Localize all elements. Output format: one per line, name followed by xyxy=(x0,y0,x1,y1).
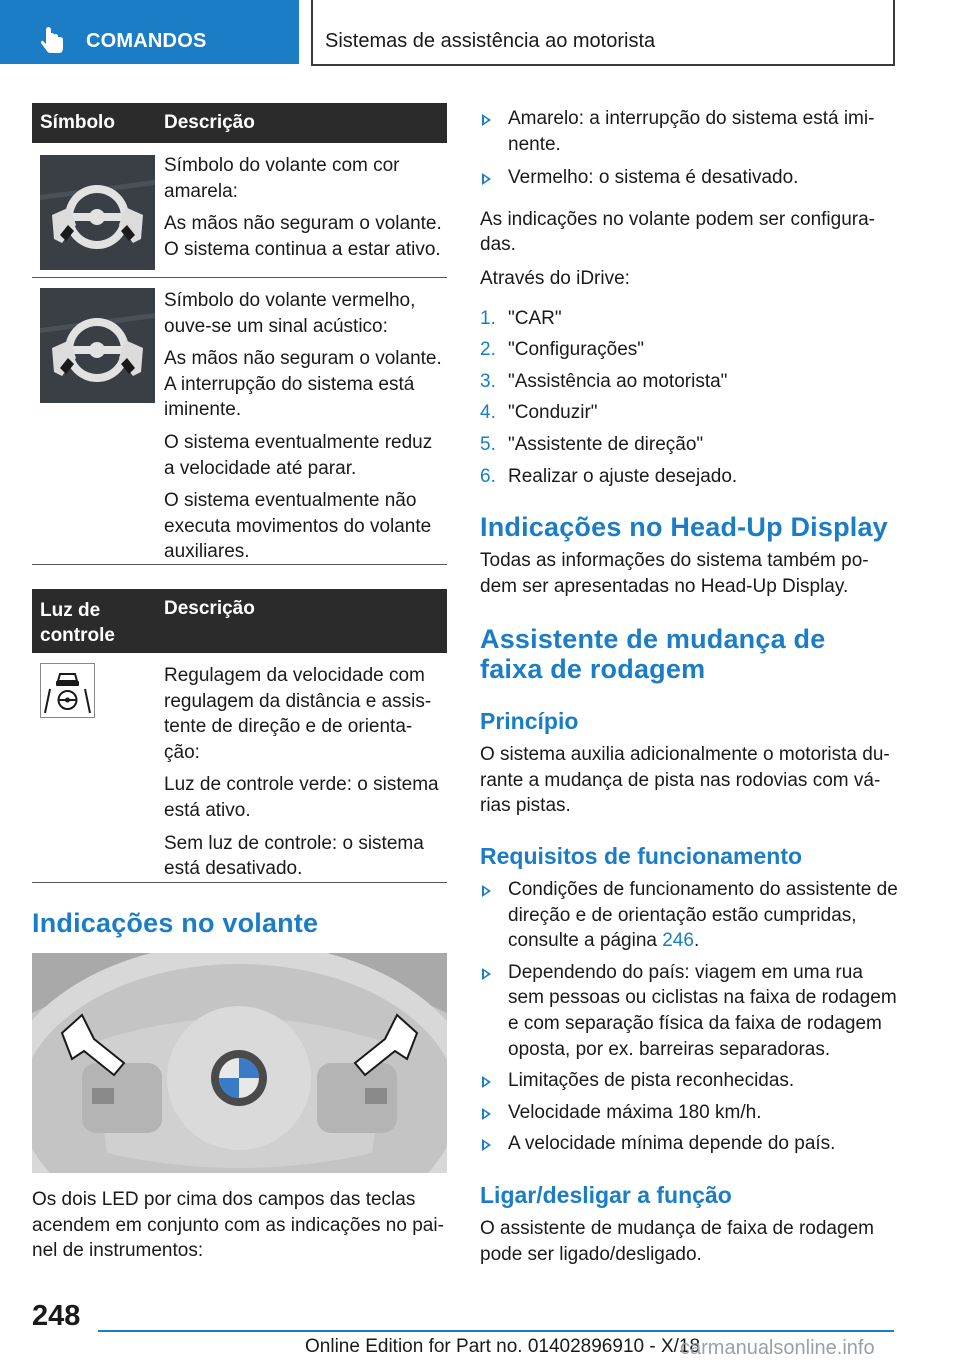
description-para: Regulagem da velocidade com regulagem da distância e assis-tente de direção e de orienta-ção: xyxy=(164,665,432,763)
list-text: . xyxy=(693,930,700,952)
list-item xyxy=(480,306,895,332)
row-description xyxy=(164,153,447,269)
col-header-description: Descrição xyxy=(164,598,255,619)
hud-paragraph: Todas as informações do sistema também po-dem ser apresentadas no Head-Up Display. xyxy=(480,550,869,597)
description-para: As mãos não seguram o volante. A interrupção do sistema está iminente. xyxy=(164,348,442,421)
row-description xyxy=(164,663,447,889)
section-tab[interactable] xyxy=(0,0,299,64)
edition-note: Online Edition for Part no. 01402896910 - X/18 xyxy=(305,1336,701,1357)
driving-assistant-indicator-icon xyxy=(40,663,95,718)
heading-hud: Indicações no Head-Up Display xyxy=(480,512,888,542)
description-para: Luz de controle verde: o sistema está ativo. xyxy=(164,774,439,821)
step-number: 3. xyxy=(480,370,496,392)
heading-steering-indications: Indicações no volante xyxy=(32,908,319,938)
on-off-paragraph: O assistente de mudança de faixa de rodagem pode ser ligado/desligado. xyxy=(480,1218,874,1265)
list-item xyxy=(480,337,895,363)
symbol-table xyxy=(32,103,447,565)
row-description xyxy=(164,288,447,572)
paragraph: As indicações no volante podem ser configura-das. xyxy=(480,208,876,256)
chapter-title: Sistemas de assistência ao motorista xyxy=(325,30,656,52)
step-number: 4. xyxy=(480,402,496,424)
step-number: 2. xyxy=(480,339,496,361)
description-para: Símbolo do volante com cor amarela: xyxy=(164,155,400,202)
list-item: Amarelo: a interrupção do sistema está imi-nente. xyxy=(480,106,895,157)
list-text: Condições de funcionamento do assistente de direção e de orientação estão cumpridas, consulte a página xyxy=(508,879,898,952)
step-text: "Configurações" xyxy=(508,339,645,361)
requirements-list xyxy=(480,877,898,1157)
paragraph: Através do iDrive: xyxy=(480,267,630,289)
col-header-description: Descrição xyxy=(164,112,255,133)
step-text: "Assistente de direção" xyxy=(508,433,704,455)
section-label: COMANDOS xyxy=(86,30,207,52)
heading-on-off: Ligar/desligar a função xyxy=(480,1182,732,1208)
step-number: 5. xyxy=(480,433,496,455)
list-item xyxy=(480,464,895,490)
indicator-table xyxy=(32,589,447,883)
heading-principle: Princípio xyxy=(480,708,579,734)
steering-caption: Os dois LED por cima dos campos das teclas acendem em conjunto com as indicações no pai-nel de instrumentos: xyxy=(32,1189,444,1262)
page-header xyxy=(0,0,960,66)
list-item: Limitações de pista reconhecidas. xyxy=(480,1068,898,1094)
step-number: 6. xyxy=(480,465,496,487)
description-para: O sistema eventualmente reduz a velocidade até parar. xyxy=(164,431,433,479)
step-text: "CAR" xyxy=(508,307,562,329)
step-number: 1. xyxy=(480,307,496,329)
description-para: O sistema eventualmente não executa movimentos do volante auxiliares. xyxy=(164,490,432,563)
hand-pointer-icon xyxy=(38,26,68,56)
step-text: "Assistência ao motorista" xyxy=(508,370,728,392)
description-para: As mãos não seguram o volante. O sistema continua a estar ativo. xyxy=(164,213,442,260)
list-item xyxy=(480,369,895,395)
list-item xyxy=(480,400,895,426)
col-header-symbol: Símbolo xyxy=(40,112,115,133)
table-row xyxy=(32,278,447,565)
list-item xyxy=(480,877,898,954)
right-column-top xyxy=(480,106,895,489)
list-item: Velocidade máxima 180 km/h. xyxy=(480,1100,898,1126)
steering-hands-yellow-icon xyxy=(40,155,155,270)
heading-lane-change: Assistente de mudança de faixa de rodagem xyxy=(480,624,826,684)
footer-rule xyxy=(98,1330,894,1332)
list-item xyxy=(480,432,895,458)
watermark: carmanualsonline.info xyxy=(680,1337,875,1359)
table-row xyxy=(32,143,447,278)
page-link[interactable]: 246 xyxy=(662,930,694,952)
principle-paragraph: O sistema auxilia adicionalmente o motorista du-rante a mudança de pista nas rodovias com vá-rias pistas. xyxy=(480,744,890,817)
col-header-indicator: Luz de controle xyxy=(40,600,115,646)
page-number: 248 xyxy=(32,1300,81,1332)
list-item: A velocidade mínima depende do país. xyxy=(480,1131,898,1157)
table-header xyxy=(32,103,447,143)
step-text: Realizar o ajuste desejado. xyxy=(508,465,738,487)
list-item: Vermelho: o sistema é desativado. xyxy=(480,165,895,191)
description-para: Sem luz de controle: o sistema está desativado. xyxy=(164,832,424,880)
table-row xyxy=(32,653,447,883)
step-text: "Conduzir" xyxy=(508,402,598,424)
description-para: Símbolo do volante vermelho, ouve-se um sinal acústico: xyxy=(164,290,416,337)
heading-requirements: Requisitos de funcionamento xyxy=(480,843,803,869)
list-item: Dependendo do país: viagem em uma rua sem pessoas ou ciclistas na faixa de rodagem e com separação física da faixa de rodagem oposta, por ex. barreiras separadoras. xyxy=(480,960,898,1062)
steering-hands-red-icon xyxy=(40,288,155,403)
table-header xyxy=(32,589,447,653)
steering-wheel-photo xyxy=(32,953,447,1173)
